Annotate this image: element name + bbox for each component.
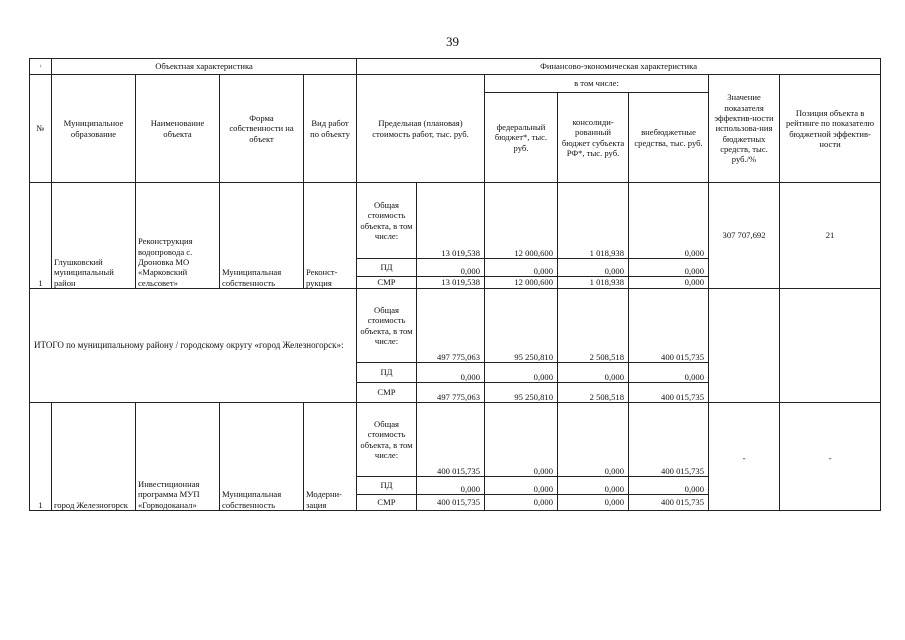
cell-total-cost: 0,000 <box>417 477 485 495</box>
object-number: 1 <box>30 403 52 511</box>
cell-federal: 95 250,810 <box>485 383 558 403</box>
object-name: Реконструкция водопровода с. Дроновка МО «Марковский сельсовет» <box>136 183 220 289</box>
row-label-smr: СМР <box>357 277 417 289</box>
cell-federal: 0,000 <box>485 363 558 383</box>
investment-table <box>29 58 881 511</box>
itogo-label: ИТОГО по муниципальному району / городскому округу «город Железногорск»: <box>30 289 357 403</box>
header-consolidated: консолиди-рованный бюджет субъекта РФ*, тыс. руб. <box>558 93 629 183</box>
cell-consolidated: 1 018,938 <box>558 277 629 289</box>
header-rating: Позиция объекта в рейтинге по показателю бюджетной эффектив-ности <box>780 75 881 183</box>
cell-indicator: - <box>709 403 780 511</box>
cell-total-cost: 0,000 <box>417 259 485 277</box>
cell-rating: - <box>780 403 881 511</box>
cell-total-cost: 400 015,735 <box>417 495 485 511</box>
header-row-groups <box>30 59 881 75</box>
cell-total-cost: 0,000 <box>417 363 485 383</box>
cell-offbudget: 0,000 <box>629 259 709 277</box>
header-ownership: Форма собственности на объект <box>220 75 304 183</box>
header-indicator: Значение показателя эффектив-ности использова-ния бюджетных средств, тыс. руб./% <box>709 75 780 183</box>
cell-offbudget: 400 015,735 <box>629 383 709 403</box>
cell-offbudget: 400 015,735 <box>629 495 709 511</box>
cell-federal: 0,000 <box>485 477 558 495</box>
object-worktype: Реконст-рукция <box>304 183 357 289</box>
cell-offbudget: 0,000 <box>629 477 709 495</box>
header-offbudget: внебюджетные средства, тыс. руб. <box>629 93 709 183</box>
cell-consolidated: 2 508,518 <box>558 289 629 363</box>
cell-consolidated: 0,000 <box>558 259 629 277</box>
header-including: в том числе: <box>485 75 709 93</box>
row-label-smr: СМР <box>357 495 417 511</box>
header-worktype: Вид работ по объекту <box>304 75 357 183</box>
cell-total-cost: 497 775,063 <box>417 289 485 363</box>
table-row <box>30 183 881 259</box>
cell-total-cost: 400 015,735 <box>417 403 485 477</box>
cell-consolidated: 0,000 <box>558 477 629 495</box>
page-number: 39 <box>446 34 459 49</box>
cell-offbudget: 400 015,735 <box>629 289 709 363</box>
investment-table-wrapper <box>29 58 881 511</box>
cell-rating <box>780 289 881 403</box>
cell-offbudget: 400 015,735 <box>629 403 709 477</box>
table-row <box>30 403 881 477</box>
header-financial-group: Финансово-экономическая характеристика <box>357 59 881 75</box>
object-ownership: Муниципальная собственность <box>220 403 304 511</box>
header-limit-cost: Предельная (плановая) стоимость работ, тыс. руб. <box>357 75 485 183</box>
header-object-name: Наименование объекта <box>136 75 220 183</box>
cell-total-cost: 497 775,063 <box>417 383 485 403</box>
row-label-total: Общая стоимость объекта, в том числе: <box>357 403 417 477</box>
object-worktype: Модерни-зация <box>304 403 357 511</box>
row-label-total: Общая стоимость объекта, в том числе: <box>357 289 417 363</box>
cell-federal: 12 000,600 <box>485 277 558 289</box>
object-ownership: Муниципальная собственность <box>220 183 304 289</box>
table-row <box>30 289 881 363</box>
cell-consolidated: 0,000 <box>558 403 629 477</box>
header-federal: федеральный бюджет*, тыс. руб. <box>485 93 558 183</box>
cell-federal: 0,000 <box>485 495 558 511</box>
row-label-pd: ПД <box>357 477 417 495</box>
row-label-pd: ПД <box>357 363 417 383</box>
cell-offbudget: 0,000 <box>629 363 709 383</box>
row-label-pd: ПД <box>357 259 417 277</box>
cell-consolidated: 2 508,518 <box>558 383 629 403</box>
object-municipal: Глушковский муниципальный район <box>52 183 136 289</box>
cell-federal: 12 000,600 <box>485 183 558 259</box>
object-municipal: город Железногорск <box>52 403 136 511</box>
cell-federal: 0,000 <box>485 403 558 477</box>
cell-total-cost: 13 019,538 <box>417 183 485 259</box>
cell-offbudget: 0,000 <box>629 277 709 289</box>
header-row-including <box>30 75 881 93</box>
header-municipal: Муниципальное образование <box>52 75 136 183</box>
cell-consolidated: 1 018,938 <box>558 183 629 259</box>
cell-offbudget: 0,000 <box>629 183 709 259</box>
header-num: № <box>30 75 52 183</box>
corner-mark: › <box>30 59 52 75</box>
header-object-group: Объектная характеристика <box>52 59 357 75</box>
cell-indicator: 307 707,692 <box>709 183 780 289</box>
cell-indicator <box>709 289 780 403</box>
cell-total-cost: 13 019,538 <box>417 277 485 289</box>
cell-consolidated: 0,000 <box>558 363 629 383</box>
row-label-smr: СМР <box>357 383 417 403</box>
object-name: Инвестиционная программа МУП «Горводоканал» <box>136 403 220 511</box>
cell-federal: 0,000 <box>485 259 558 277</box>
cell-federal: 95 250,810 <box>485 289 558 363</box>
row-label-total: Общая стоимость объекта, в том числе: <box>357 183 417 259</box>
cell-consolidated: 0,000 <box>558 495 629 511</box>
cell-rating: 21 <box>780 183 881 289</box>
object-number: 1 <box>30 183 52 289</box>
